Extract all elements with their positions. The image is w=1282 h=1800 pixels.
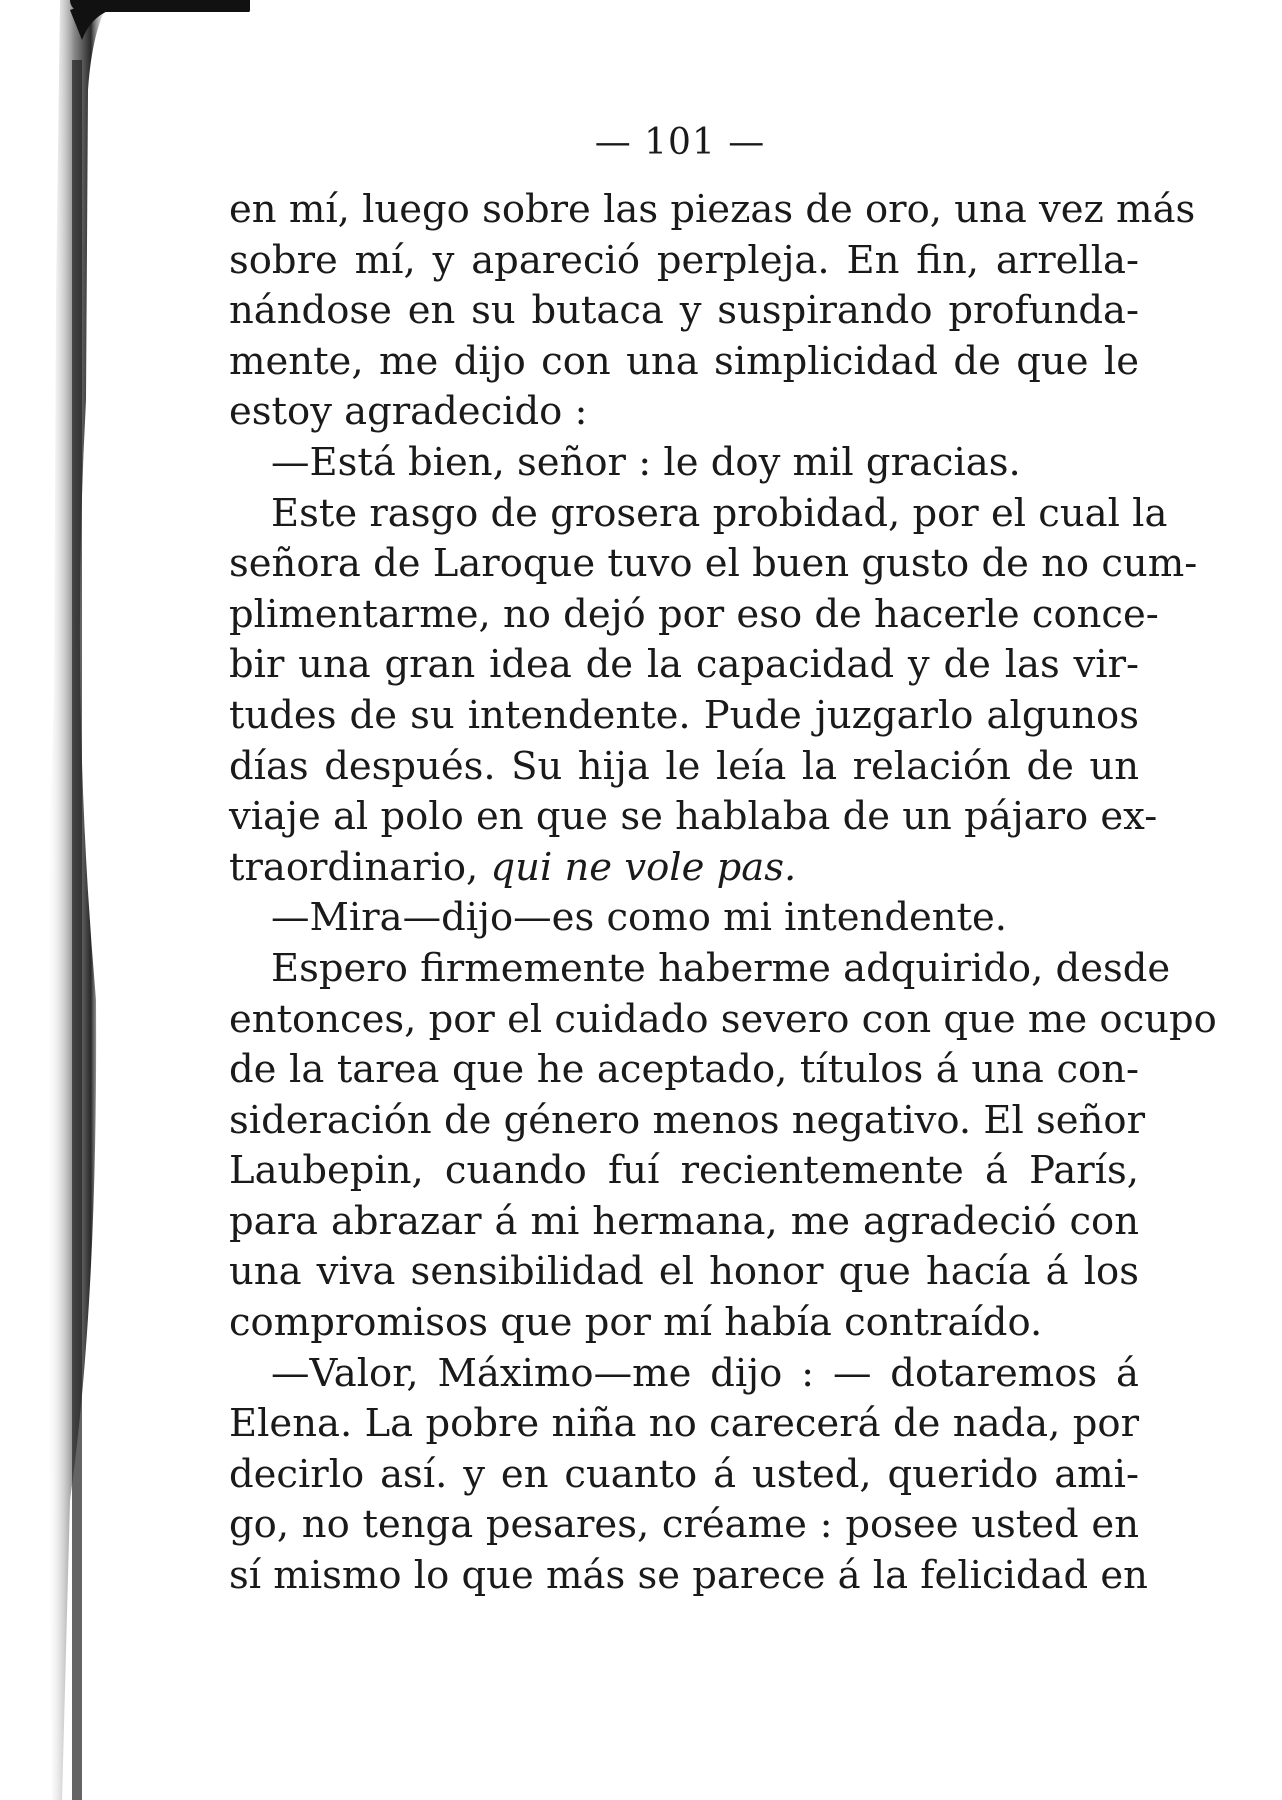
text-line xyxy=(229,1247,1139,1298)
line-text: viaje al polo en que se hablaba de un pájaro ex- xyxy=(229,794,1158,840)
line-text: plimentarme, no dejó por eso de hacerle conce- xyxy=(229,591,1159,637)
italic-text: qui ne vole pas. xyxy=(490,844,797,890)
line-text: en mí, luego sobre las piezas de oro, una vez más xyxy=(229,187,1196,232)
line-text: mente, me dijo con una simplicidad de que le xyxy=(229,338,1139,384)
line-text: bir una gran idea de la capacidad y de las vir- xyxy=(229,642,1139,688)
text-line xyxy=(229,1197,1139,1248)
text-line xyxy=(229,640,1139,691)
line-text: estoy agradecido : xyxy=(229,389,588,435)
line-text: —Valor, Máximo—me dijo : — dotaremos á xyxy=(271,1350,1139,1396)
line-text: tudes de su intendente. Pude juzgarlo algunos xyxy=(229,692,1139,738)
text-line xyxy=(229,1500,1139,1551)
line-text: días después. Su hija le leía la relación de un xyxy=(229,743,1139,789)
text-line xyxy=(229,691,1139,742)
line-text: decirlo así. y en cuanto á usted, querido ami- xyxy=(229,1451,1139,1497)
text-line xyxy=(229,792,1158,843)
line-text: Este rasgo de grosera probidad, por el cual la xyxy=(271,490,1168,536)
line-text: Espero firmemente haberme adquirido, desde xyxy=(271,945,1171,991)
text-line xyxy=(229,1045,1139,1096)
page-number: — 101 — xyxy=(594,122,766,163)
line-text: traordinario, xyxy=(229,844,479,890)
binding-shadow xyxy=(0,0,110,1800)
binding-top-mark xyxy=(70,0,250,12)
line-text: go, no tenga pesares, créame : posee usted en xyxy=(229,1502,1139,1548)
line-text: una viva sensibilidad el honor que hacía á los xyxy=(229,1249,1139,1295)
line-text: Elena. La pobre niña no carecerá de nada, por xyxy=(229,1401,1139,1447)
text-line xyxy=(229,438,1139,489)
text-line xyxy=(229,387,1139,438)
body-text xyxy=(229,185,1217,1602)
line-text: señora de Laroque tuvo el buen gusto de no cum- xyxy=(229,541,1198,587)
text-line xyxy=(229,742,1139,793)
text-line xyxy=(229,590,1159,641)
text-line xyxy=(229,1349,1139,1400)
text-line xyxy=(229,1551,1148,1602)
line-text: nándose en su butaca y suspirando profunda- xyxy=(229,288,1139,334)
text-line xyxy=(229,1298,1139,1349)
text-line xyxy=(229,893,1139,944)
text-line xyxy=(229,539,1198,590)
text-line xyxy=(229,1096,1145,1147)
text-line xyxy=(229,286,1139,337)
line-text: sobre mí, y apareció perpleja. En fin, arrella- xyxy=(229,237,1139,283)
text-line xyxy=(229,843,1139,894)
line-text: sideración de género menos negativo. El señor xyxy=(229,1097,1145,1143)
text-line xyxy=(229,1399,1139,1450)
text-line xyxy=(229,236,1139,287)
text-line xyxy=(229,1450,1139,1501)
text-line xyxy=(229,995,1217,1046)
line-text: Laubepin, cuando fuí recientemente á París, xyxy=(229,1148,1139,1194)
line-text: —Mira—dijo—es como mi intendente. xyxy=(271,895,1008,941)
line-text: entonces, por el cuidado severo con que me ocupo xyxy=(229,996,1217,1042)
line-text: sí mismo lo que más se parece á la felicidad en xyxy=(229,1553,1148,1599)
text-line xyxy=(229,1146,1139,1197)
text-line xyxy=(229,489,1168,540)
line-text: —Está bien, señor : le doy mil gracias. xyxy=(271,439,1021,485)
line-text: para abrazar á mi hermana, me agradeció con xyxy=(229,1198,1139,1244)
line-text: compromisos que por mí había contraído. xyxy=(229,1300,1043,1346)
line-text: de la tarea que he aceptado, títulos á una con- xyxy=(229,1047,1139,1093)
text-line xyxy=(229,185,1196,236)
text-line xyxy=(229,944,1171,995)
text-line xyxy=(229,337,1139,388)
